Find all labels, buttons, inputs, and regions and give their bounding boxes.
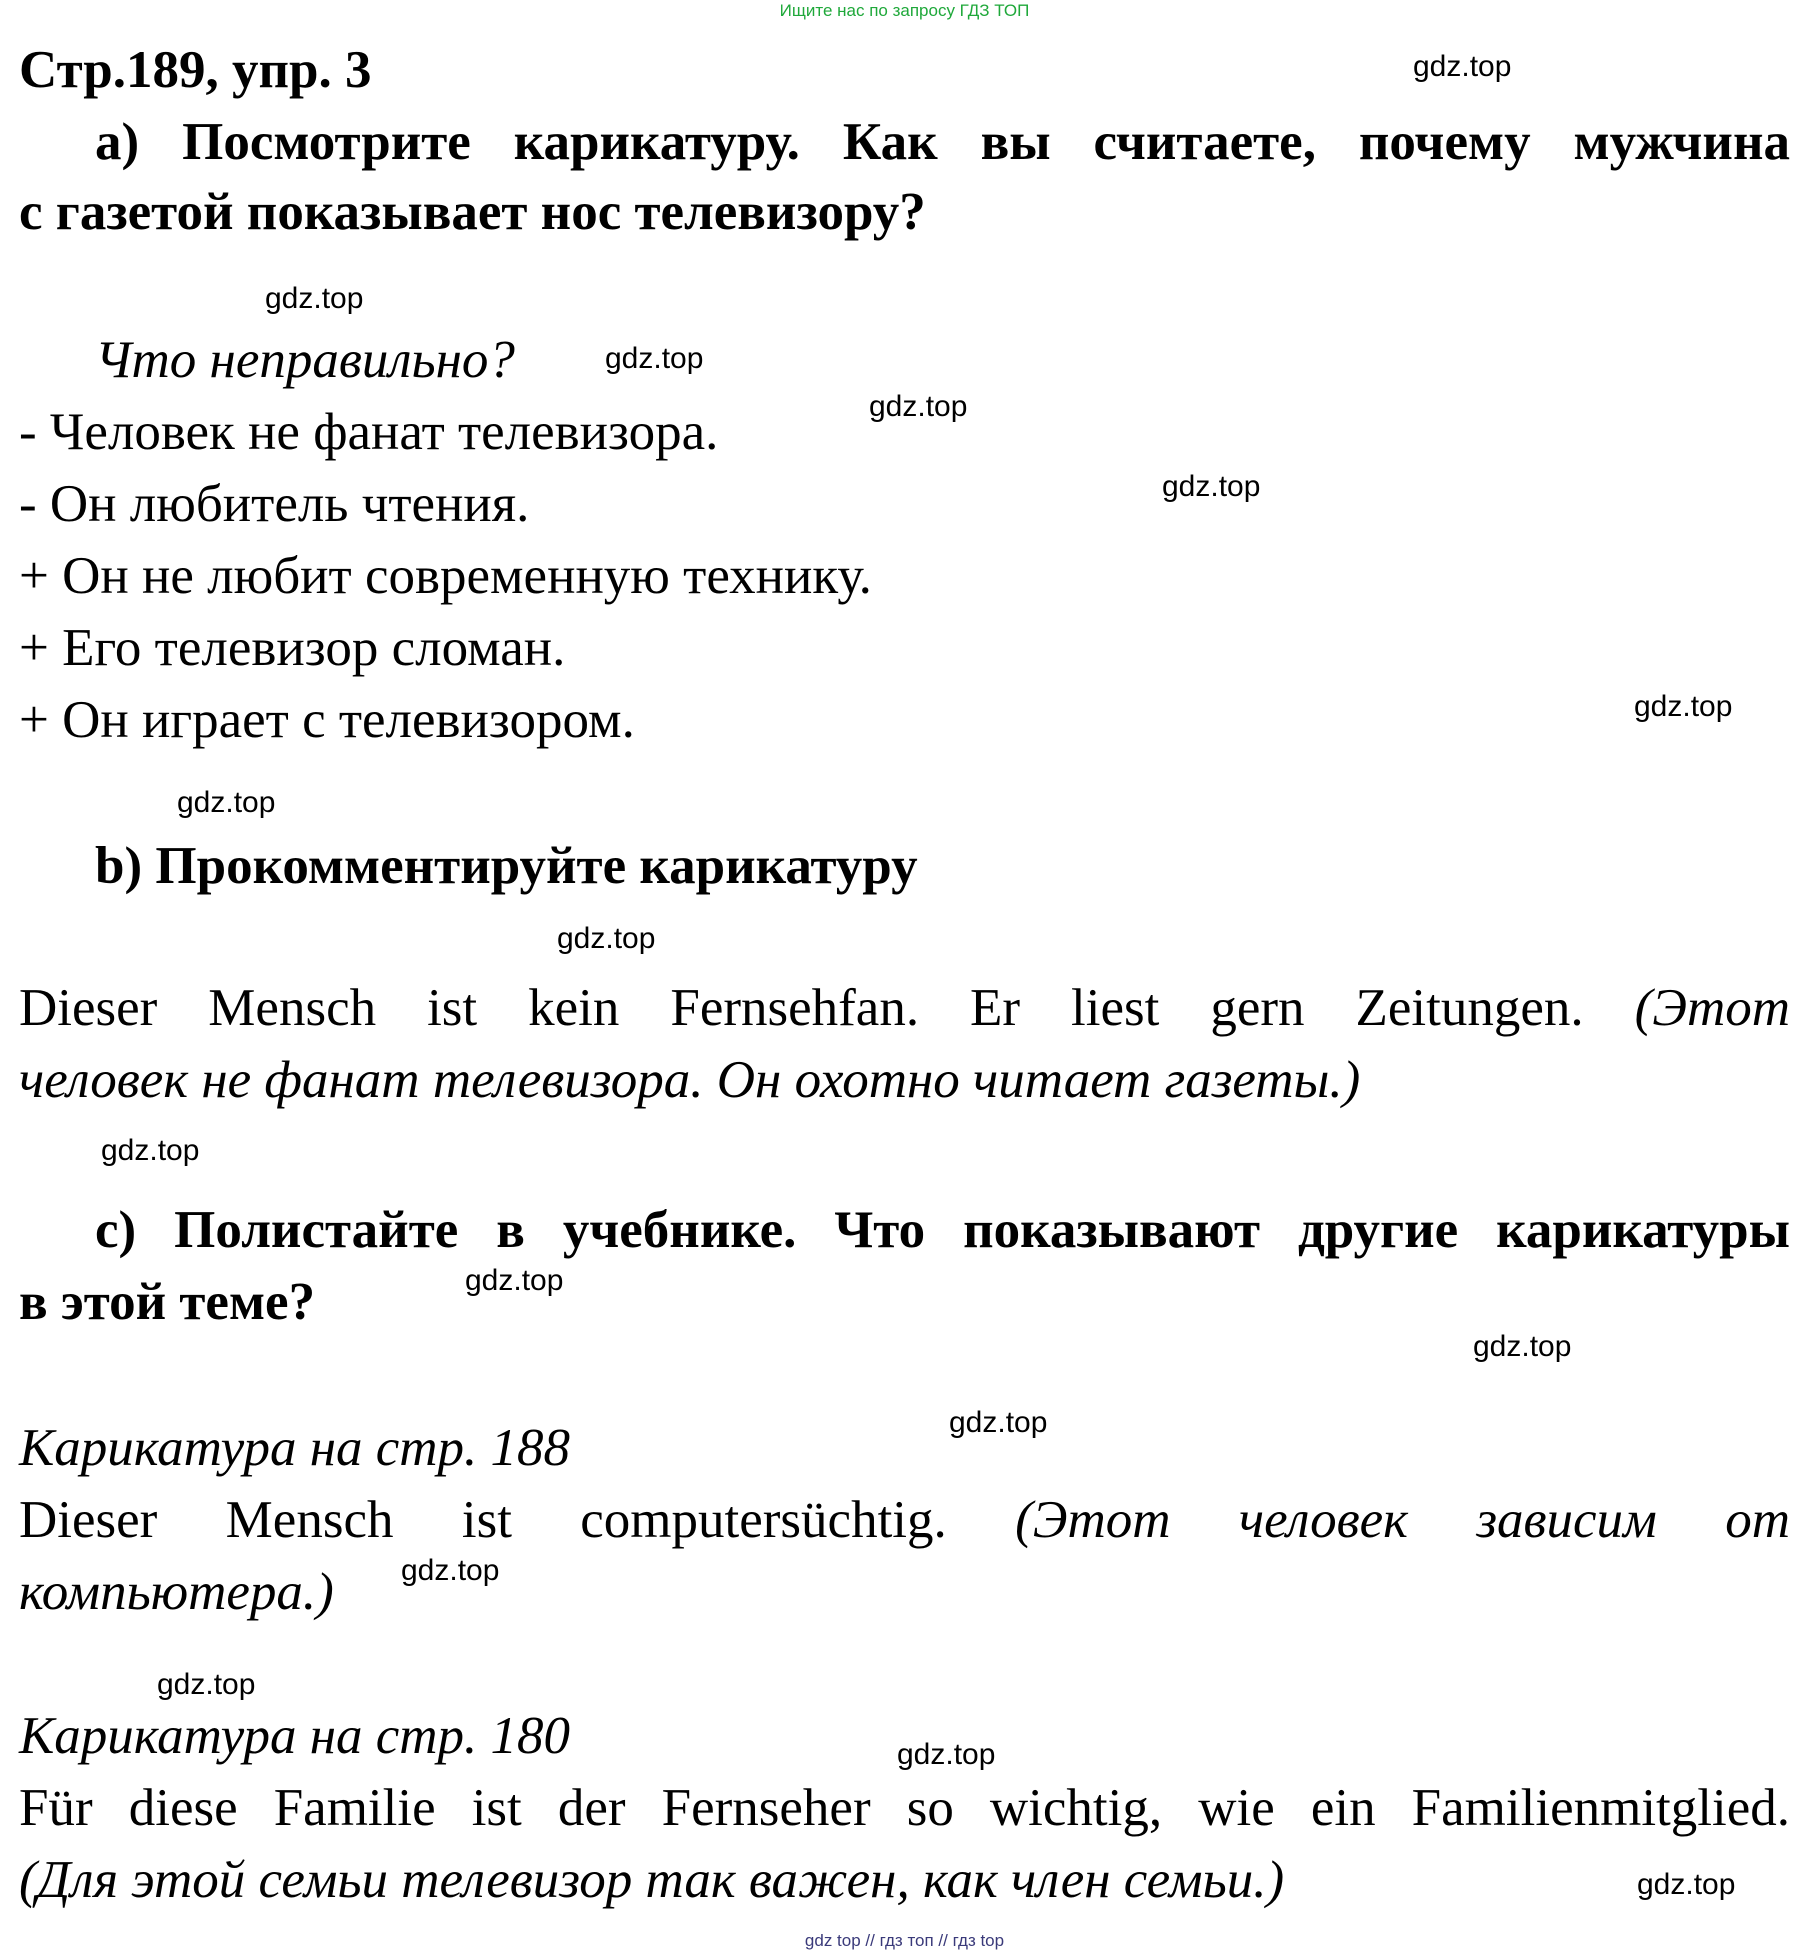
option-item: + Его телевизор сломан. [19,619,566,677]
watermark: gdz.top [1637,1868,1736,1901]
cartoon-180-translation: (Для этой семьи телевизор так важен, как член семьи.) [19,1851,1285,1909]
watermark: gdz.top [401,1554,500,1587]
watermark: gdz.top [605,342,704,375]
watermark: gdz.top [101,1134,200,1167]
watermark: gdz.top [1162,470,1261,503]
watermark: gdz.top [1634,690,1733,723]
cartoon-188-translation-start: (Этот человек зависим от [1015,1491,1790,1549]
answer-b-german: Dieser Mensch ist kein Fernsehfan. Er liest gern Zeitungen. [19,979,1584,1037]
task-a-line1: а) Посмотрите карикатуру. Как вы считаете, почему мужчина [95,113,1790,171]
cartoon-188-translation: компьютера.) [19,1563,334,1621]
cartoon-188-german: Dieser Mensch ist computersüchtig. [19,1491,947,1549]
watermark: gdz.top [1473,1330,1572,1363]
task-c-line2: в этой теме? [19,1273,316,1331]
cartoon-188-line1 [19,1490,1790,1550]
watermark: gdz.top [177,786,276,819]
task-c-line1: с) Полистайте в учебнике. Что показывают другие карикатуры [95,1201,1790,1259]
option-item: - Человек не фанат телевизора. [19,403,719,461]
task-a-line2: с газетой показывает нос телевизору? [19,183,926,241]
wrong-heading: Что неправильно? [95,331,515,389]
watermark: gdz.top [897,1738,996,1771]
option-item: - Он любитель чтения. [19,475,530,533]
cartoon-180-heading: Карикатура на стр. 180 [19,1707,571,1765]
watermark: gdz.top [869,390,968,423]
watermark: gdz.top [949,1406,1048,1439]
option-item: + Он играет с телевизором. [19,691,635,749]
answer-b-translation: человек не фанат телевизора. Он охотно читает газеты.) [19,1051,1361,1109]
watermark: gdz.top [465,1264,564,1297]
footer: gdz top // гдз топ // гдз top [804,1931,1005,1950]
cartoon-188-heading: Карикатура на стр. 188 [19,1419,571,1477]
top-banner: Ищите нас по запросу ГДЗ ТОП [779,1,1030,20]
watermark: gdz.top [557,922,656,955]
watermark: gdz.top [1413,50,1512,83]
answer-b-translation-start: (Этот [1634,979,1790,1037]
watermark: gdz.top [265,282,364,315]
task-b-heading: b) Прокомментируйте карикатуру [95,837,918,895]
answer-b-line1 [19,978,1790,1038]
watermark: gdz.top [157,1668,256,1701]
cartoon-180-german: Für diese Familie ist der Fernseher so wichtig, wie ein Familienmitglied. [19,1779,1790,1837]
page-title: Стр.189, упр. 3 [19,41,372,99]
option-item: + Он не любит современную технику. [19,547,872,605]
